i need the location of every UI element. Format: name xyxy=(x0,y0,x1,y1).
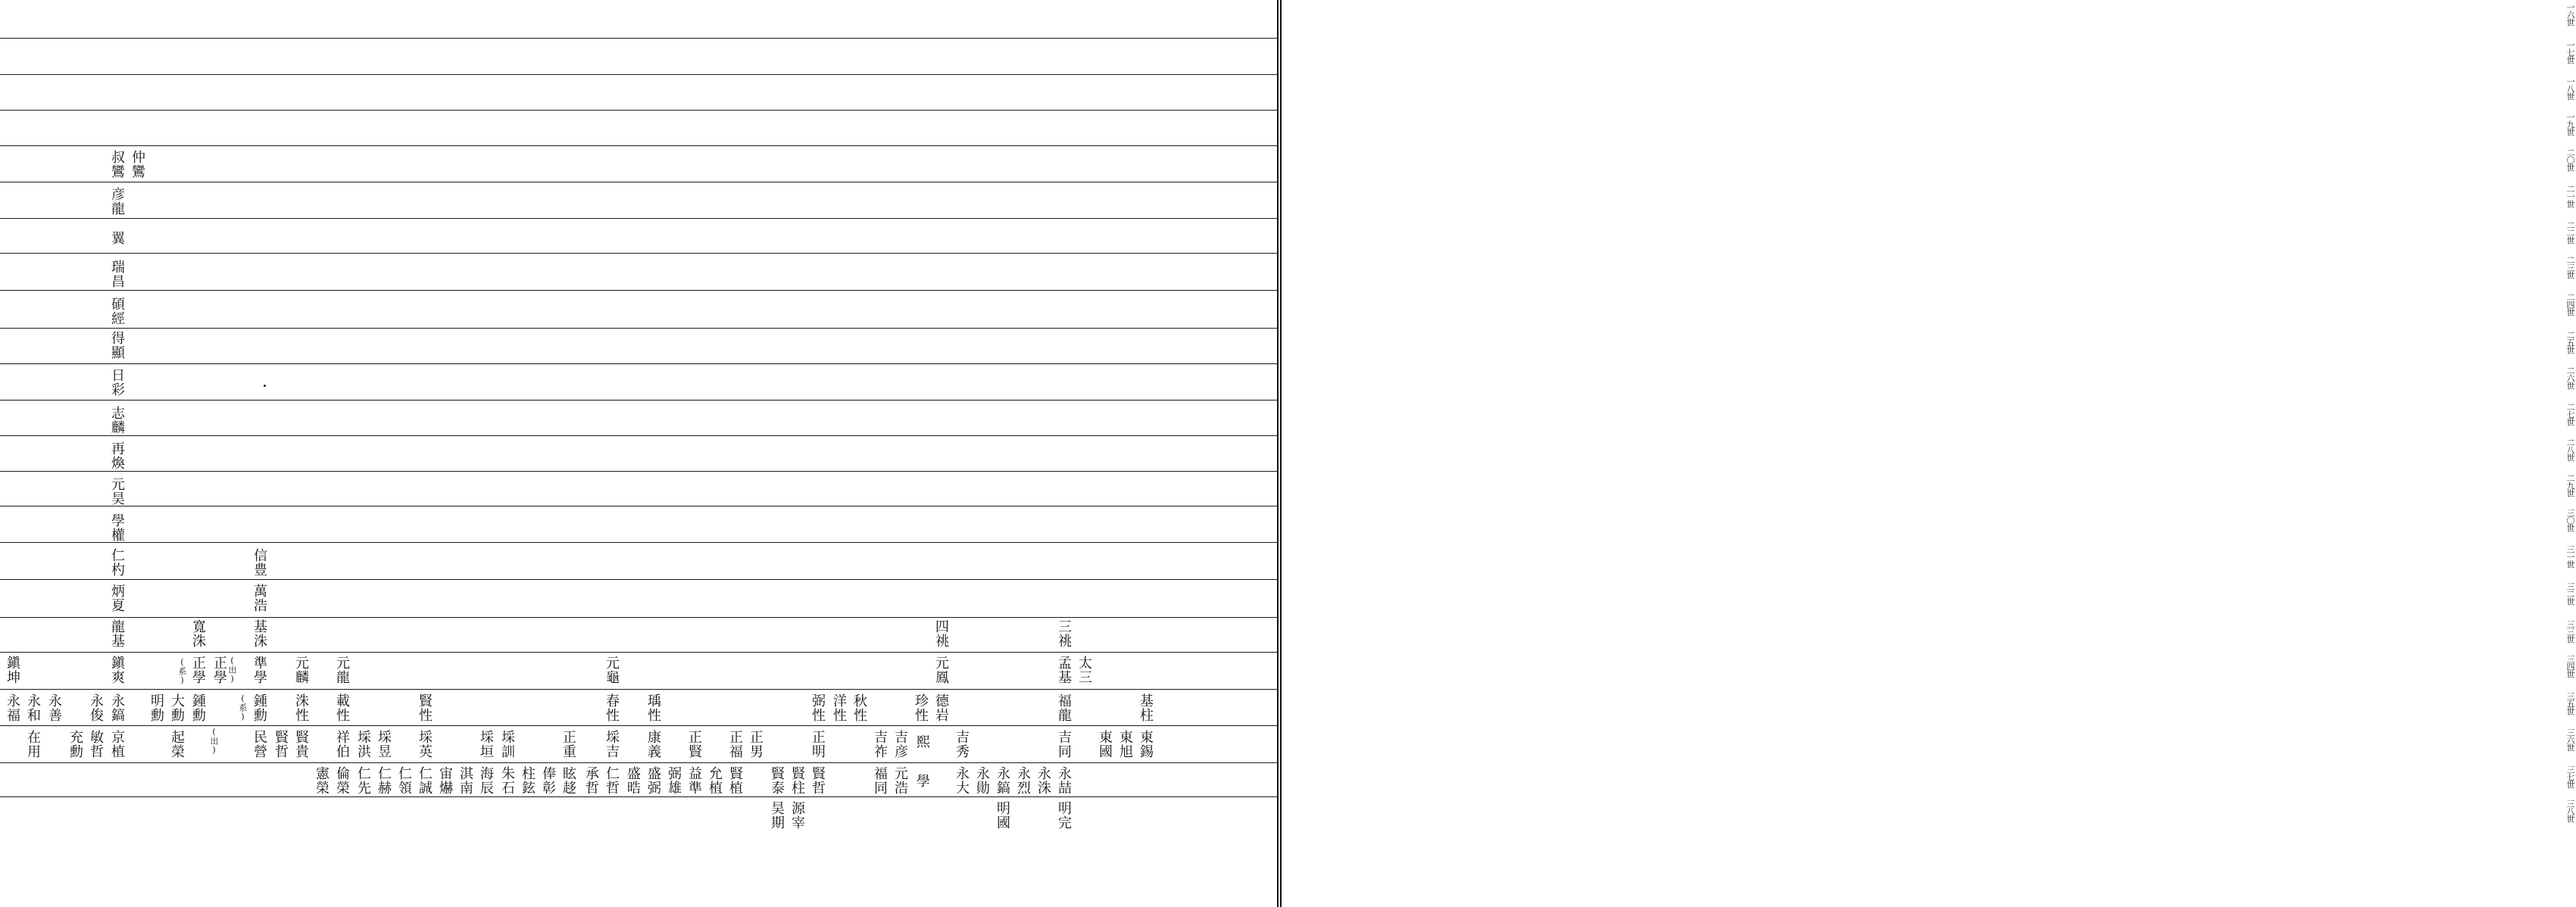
name-entry: 基洙 xyxy=(251,619,267,648)
ink-dot xyxy=(264,385,266,387)
name-entry: 賢柱 xyxy=(789,766,805,795)
name-entry: 朱石 xyxy=(499,766,515,795)
name-entry: 元龍 xyxy=(334,656,350,684)
name-entry: 大勳 xyxy=(169,693,185,722)
name-entry: 永喆 xyxy=(1056,766,1072,795)
name-entry: 正重 xyxy=(560,730,576,759)
name-entry: 德岩 xyxy=(933,693,949,722)
name-entry: 承哲 xyxy=(583,766,599,795)
name-entry: 益準 xyxy=(686,766,702,795)
name-entry: 正學 xyxy=(190,656,206,684)
name-entry: 祥伯 xyxy=(334,730,350,759)
name-entry: 永善 xyxy=(46,693,62,722)
name-entry: 熙 xyxy=(914,734,930,749)
generation-rule xyxy=(0,110,1279,111)
name-entry: 憲榮 xyxy=(314,766,329,795)
name-entry: 洙性 xyxy=(293,693,309,722)
name-entry: 永福 xyxy=(5,693,20,722)
name-entry: 盛弼 xyxy=(645,766,661,795)
name-entry: 元麟 xyxy=(293,656,309,684)
generation-label: 三二世 xyxy=(2565,582,2575,605)
generation-rule xyxy=(0,74,1279,75)
name-entry: 永勛 xyxy=(974,766,990,795)
name-entry: 正賢 xyxy=(686,730,702,759)
generation-rule xyxy=(0,435,1279,436)
name-entry: 翼 xyxy=(109,231,125,245)
name-entry: 埰英 xyxy=(417,730,432,759)
name-entry: 太三 xyxy=(1076,656,1092,684)
generation-rule xyxy=(0,689,1279,690)
name-entry: 東旭 xyxy=(1117,730,1133,759)
name-entry: 仁誠 xyxy=(417,766,432,795)
annotation-note: (系) xyxy=(238,693,248,722)
name-entry: 埰吉 xyxy=(604,730,620,759)
generation-label: 三一世 xyxy=(2565,545,2575,568)
name-entry: 正學 xyxy=(211,656,227,684)
name-entry: 充勳 xyxy=(67,730,83,759)
generation-label: 三五世 xyxy=(2565,692,2575,715)
name-entry: 彦龍 xyxy=(109,187,125,216)
name-entry: 允植 xyxy=(707,766,723,795)
name-entry: 昊期 xyxy=(769,801,785,830)
generation-label: 二一世 xyxy=(2565,185,2575,207)
name-entry: 賢性 xyxy=(417,693,432,722)
name-entry: 福龍 xyxy=(1056,693,1072,722)
name-entry: 鍾勳 xyxy=(251,693,267,722)
name-entry: 瑞昌 xyxy=(109,260,125,288)
generation-rule xyxy=(0,290,1279,291)
generation-rule xyxy=(0,542,1279,543)
name-entry: 正男 xyxy=(748,730,763,759)
name-entry: 淇南 xyxy=(457,766,473,795)
name-entry: 吉同 xyxy=(1056,730,1072,759)
name-entry: 源宰 xyxy=(789,801,805,830)
name-entry: 鎭爽 xyxy=(109,656,125,684)
generation-rule xyxy=(0,145,1279,146)
name-entry: 宙爀 xyxy=(437,766,453,795)
annotation-note: (出) xyxy=(227,656,237,684)
name-entry: 埰垣 xyxy=(478,730,494,759)
name-entry: 賢哲 xyxy=(810,766,826,795)
generation-label: 一八世 xyxy=(2565,77,2575,100)
generation-rule xyxy=(0,400,1279,401)
name-entry: 永烈 xyxy=(1015,766,1031,795)
generation-label: 三八世 xyxy=(2565,799,2575,822)
annotation-note: (系) xyxy=(177,657,187,685)
generation-label: 一六世 xyxy=(2565,3,2575,26)
name-entry: 仁先 xyxy=(355,766,371,795)
generation-rule xyxy=(0,762,1279,763)
generation-label: 三三世 xyxy=(2565,620,2575,643)
name-entry: 弼雄 xyxy=(666,766,682,795)
generation-label: 二三世 xyxy=(2565,256,2575,279)
name-entry: 再煥 xyxy=(109,441,125,470)
name-entry: 賢植 xyxy=(727,766,743,795)
name-entry: 正福 xyxy=(727,730,743,759)
name-entry: 四祧 xyxy=(933,619,949,648)
generation-label: 二七世 xyxy=(2565,403,2575,425)
generation-label: 二五世 xyxy=(2565,331,2575,354)
generation-rule xyxy=(0,617,1279,618)
name-entry: 弼性 xyxy=(810,693,826,722)
name-entry: 敏哲 xyxy=(88,730,104,759)
name-entry: 柱鉉 xyxy=(520,766,535,795)
name-entry: 賢哲 xyxy=(273,730,289,759)
name-entry: 埰昱 xyxy=(376,730,392,759)
generation-rule xyxy=(0,38,1279,39)
generation-label: 三六世 xyxy=(2565,728,2575,751)
name-entry: 永鎬 xyxy=(109,693,125,722)
name-entry: 眩趍 xyxy=(560,766,576,795)
generation-label: 二二世 xyxy=(2565,221,2575,244)
generation-label: 二六世 xyxy=(2565,366,2575,389)
name-entry: 學 xyxy=(914,774,930,788)
name-entry: 珍性 xyxy=(913,693,929,722)
border-line-outer xyxy=(1277,0,1279,907)
annotation-note: (出) xyxy=(209,727,219,755)
name-entry: 吉秀 xyxy=(954,730,970,759)
name-entry: 賢泰 xyxy=(769,766,785,795)
name-entry: 仲鸞 xyxy=(130,150,145,179)
name-entry: 龍基 xyxy=(109,619,125,648)
name-entry: 正明 xyxy=(810,730,826,759)
name-entry: 賢貴 xyxy=(293,730,309,759)
name-entry: 仁領 xyxy=(396,766,412,795)
name-entry: 吉彦 xyxy=(892,730,908,759)
generation-label: 三四世 xyxy=(2565,655,2575,678)
name-entry: 洋性 xyxy=(831,693,847,722)
name-entry: 永大 xyxy=(954,766,970,795)
generation-label: 一九世 xyxy=(2565,113,2575,136)
name-entry: 永洙 xyxy=(1035,766,1051,795)
name-entry: 埰洪 xyxy=(355,730,371,759)
generation-rule xyxy=(0,253,1279,254)
name-entry: 春性 xyxy=(604,693,620,722)
generation-label: 二四世 xyxy=(2565,293,2575,316)
name-entry: 學權 xyxy=(109,513,125,542)
name-entry: 寬洙 xyxy=(190,619,206,648)
name-entry: 載性 xyxy=(334,693,350,722)
name-entry: 元龜 xyxy=(604,656,620,684)
name-entry: 康義 xyxy=(645,730,661,759)
name-entry: 永鎬 xyxy=(994,766,1010,795)
name-entry: 炳夏 xyxy=(109,584,125,612)
generation-label: 二九世 xyxy=(2565,474,2575,497)
name-entry: 元鳳 xyxy=(933,656,949,684)
name-entry: 京植 xyxy=(109,730,125,759)
name-entry: 福同 xyxy=(872,766,888,795)
name-entry: 明國 xyxy=(994,801,1010,830)
name-entry: 秋性 xyxy=(851,693,867,722)
name-entry: 永和 xyxy=(25,693,41,722)
name-entry: 民營 xyxy=(251,730,267,759)
name-entry: 三祧 xyxy=(1056,619,1072,648)
name-entry: 盛晧 xyxy=(625,766,641,795)
generation-label: 一七世 xyxy=(2565,41,2575,64)
name-entry: 瑀性 xyxy=(645,693,661,722)
name-entry: 吉祚 xyxy=(872,730,888,759)
name-entry: 東國 xyxy=(1097,730,1113,759)
name-entry: 元浩 xyxy=(892,766,908,795)
name-entry: 起榮 xyxy=(169,730,185,759)
generation-label: 二八世 xyxy=(2565,438,2575,461)
generation-label: 二〇世 xyxy=(2565,148,2575,171)
name-entry: 信豊 xyxy=(251,548,267,577)
name-entry: 明完 xyxy=(1056,801,1072,830)
name-entry: 碩經 xyxy=(109,297,125,326)
name-entry: 鎭坤 xyxy=(5,656,20,684)
name-entry: 仁杓 xyxy=(109,548,125,577)
generation-rule xyxy=(0,218,1279,219)
name-entry: 萬浩 xyxy=(251,584,267,612)
name-entry: 埰訓 xyxy=(499,730,515,759)
generation-rule xyxy=(0,328,1279,329)
name-entry: 志麟 xyxy=(109,406,125,435)
generation-rule xyxy=(0,579,1279,580)
name-entry: 準學 xyxy=(251,656,267,684)
name-entry: 鍾勳 xyxy=(190,693,206,722)
generation-label: 三七世 xyxy=(2565,765,2575,788)
name-entry: 元昊 xyxy=(109,477,125,506)
name-entry: 得顯 xyxy=(109,331,125,360)
name-entry: 孟基 xyxy=(1056,656,1072,684)
name-entry: 仁赫 xyxy=(376,766,392,795)
generation-rule xyxy=(0,363,1279,364)
name-entry: 叔鸞 xyxy=(109,150,125,179)
generation-column xyxy=(1280,0,2575,907)
generation-label: 三〇世 xyxy=(2565,509,2575,531)
generation-rule xyxy=(0,471,1279,472)
name-entry: 永俊 xyxy=(88,693,104,722)
name-entry: 在用 xyxy=(25,730,41,759)
name-entry: 日彩 xyxy=(109,368,125,397)
name-entry: 仁哲 xyxy=(604,766,620,795)
name-entry: 俸彰 xyxy=(540,766,556,795)
name-entry: 基柱 xyxy=(1138,693,1154,722)
name-entry: 海辰 xyxy=(478,766,494,795)
name-entry: 明勳 xyxy=(148,693,164,722)
name-entry: 倫榮 xyxy=(334,766,350,795)
name-entry: 東錫 xyxy=(1138,730,1154,759)
